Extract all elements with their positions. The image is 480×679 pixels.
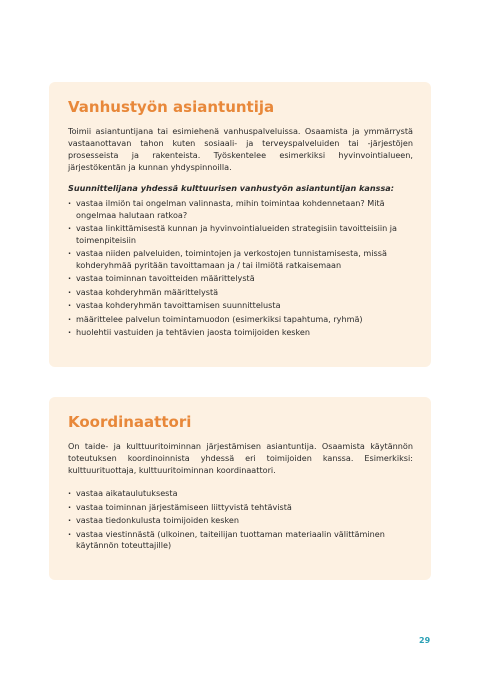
list-item: · vastaa toiminnan tavoitteiden määrittelystä <box>68 273 413 285</box>
list-item: · vastaa niiden palveluiden, toimintojen ja verkostojen tunnistamisesta, missä kohderyhmää pyritään tavoittamaan ja / tai ilmiötä ratkaisemaan <box>68 248 413 271</box>
list-item: · vastaa ilmiön tai ongelman valinnasta, mihin toimintaa kohdennetaan? Mitä ongelmaa halutaan ratkoa? <box>68 198 413 221</box>
list-item: · vastaa toiminnan järjestämiseen liittyvistä tehtävistä <box>68 502 413 514</box>
list-item: · huolehtii vastuiden ja tehtävien jaosta toimijoiden kesken <box>68 327 413 339</box>
section-intro: On taide- ja kulttuuritoiminnan järjestämisen asiantuntija. Osaamista käytännön toteutuksen koordinoinnista yhdessä eri toimijoiden kanssa. Esimerkiksi: kulttuurituottaja, kulttuuritoiminnan koordinaattori. <box>68 441 413 475</box>
section-subheading: Suunnittelijana yhdessä kulttuurisen vanhustyön asiantuntijan kanssa: <box>68 183 394 193</box>
list-item: · vastaa viestinnästä (ulkoinen, taiteilijan tuottaman materiaalin välittäminen käytännön toteuttajille) <box>68 529 413 552</box>
list-item: · vastaa kohderyhmän tavoittamisen suunnittelusta <box>68 300 413 312</box>
list-item: · vastaa kohderyhmän määrittelystä <box>68 287 413 299</box>
expert-role-card <box>49 82 431 367</box>
coordinator-role-card <box>49 397 431 580</box>
section-title: Koordinaattori <box>68 413 192 431</box>
list-item: · määrittelee palvelun toimintamuodon (esimerkiksi tapahtuma, ryhmä) <box>68 314 413 326</box>
list-item: · vastaa tiedonkulusta toimijoiden kesken <box>68 515 413 527</box>
responsibility-list <box>68 198 413 339</box>
list-item: · vastaa aikataulutuksesta <box>68 488 413 500</box>
section-title: Vanhustyön asiantuntija <box>68 98 275 116</box>
section-intro: Toimii asiantuntijana tai esimiehenä vanhuspalveluissa. Osaamista ja ymmärrystä vastaanottavan tahon kuten sosiaali- ja terveyspalveluiden tai -järjestöjen prosesseista ja rakenteista. Työskentelee esimerkiksi hyvinvointialueen, järjestökentän ja kunnan yhdyspinnoilla. <box>68 126 413 172</box>
responsibility-list <box>68 488 413 552</box>
page-number: 29 <box>419 636 431 645</box>
list-item: · vastaa linkittämisestä kunnan ja hyvinvointialueiden strategisiin tavoitteisiin ja toimenpiteisiin <box>68 223 413 246</box>
